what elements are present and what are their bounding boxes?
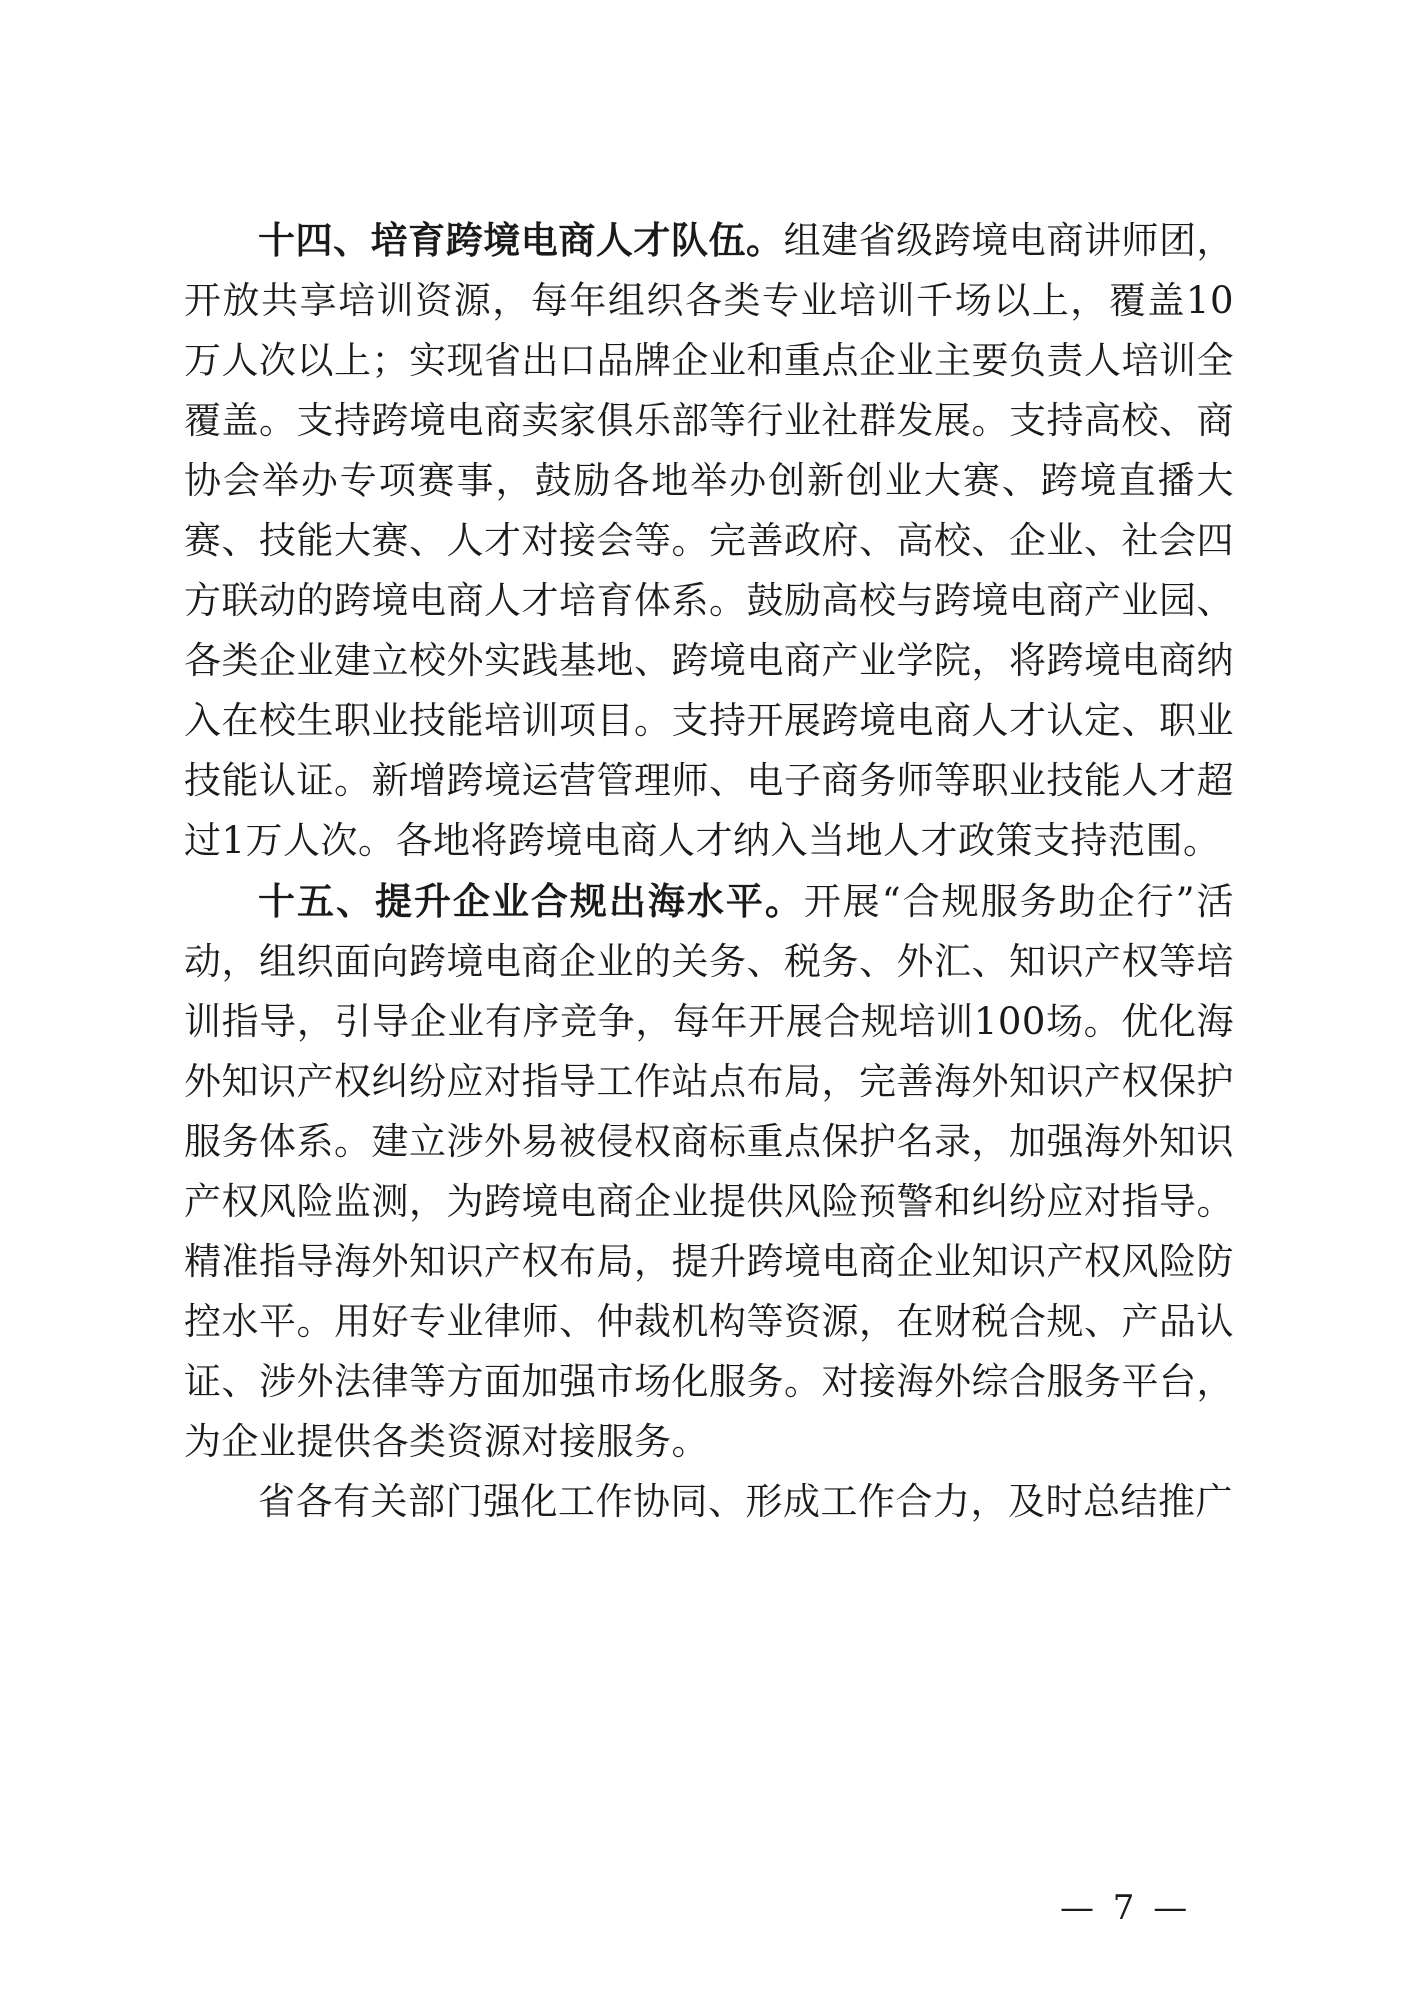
- paragraph-text: 开展“合规服务助企行”活动，组织面向跨境电商企业的关务、税务、外汇、知识产权等培训指导，引导企业有序竞争，每年开展合规培训100场。优化海外知识产权纠纷应对指导工作站点布局，完善海外知识产权保护服务体系。建立涉外易被侵权商标重点保护名录，加强海外知识产权风险监测，为跨境电商企业提供风险预警和纠纷应对指导。精准指导海外知识产权布局，提升跨境电商企业知识产权风险防控水平。用好专业律师、仲裁机构等资源，在财税合规、产品认证、涉外法律等方面加强市场化服务。对接海外综合服务平台，为企业提供各类资源对接服务。: [184, 880, 1234, 1463]
- paragraph-compliance: [184, 871, 1234, 1472]
- document-body: [184, 210, 1234, 1532]
- paragraph-heading: 十五、提升企业合规出海水平。: [258, 879, 804, 923]
- paragraph-talent-team: [184, 210, 1234, 871]
- page-number: — 7 —: [1060, 1888, 1192, 1928]
- paragraph-text: 组建省级跨境电商讲师团，开放共享培训资源，每年组织各类专业培训千场以上，覆盖10万人次以上；实现省出口品牌企业和重点企业主要负责人培训全覆盖。支持跨境电商卖家俱乐部等行业社群发展。支持高校、商协会举办专项赛事，鼓励各地举办创新创业大赛、跨境直播大赛、技能大赛、人才对接会等。完善政府、高校、企业、社会四方联动的跨境电商人才培育体系。鼓励高校与跨境电商产业园、各类企业建立校外实践基地、跨境电商产业学院，将跨境电商纳入在校生职业技能培训项目。支持开展跨境电商人才认定、职业技能认证。新增跨境运营管理师、电子商务师等职业技能人才超过1万人次。各地将跨境电商人才纳入当地人才政策支持范围。: [184, 219, 1235, 862]
- paragraph-text: 省各有关部门强化工作协同、形成工作合力，及时总结推广: [258, 1480, 1233, 1523]
- paragraph-coordination: [184, 1472, 1234, 1532]
- paragraph-heading: 十四、培育跨境电商人才队伍。: [258, 218, 784, 262]
